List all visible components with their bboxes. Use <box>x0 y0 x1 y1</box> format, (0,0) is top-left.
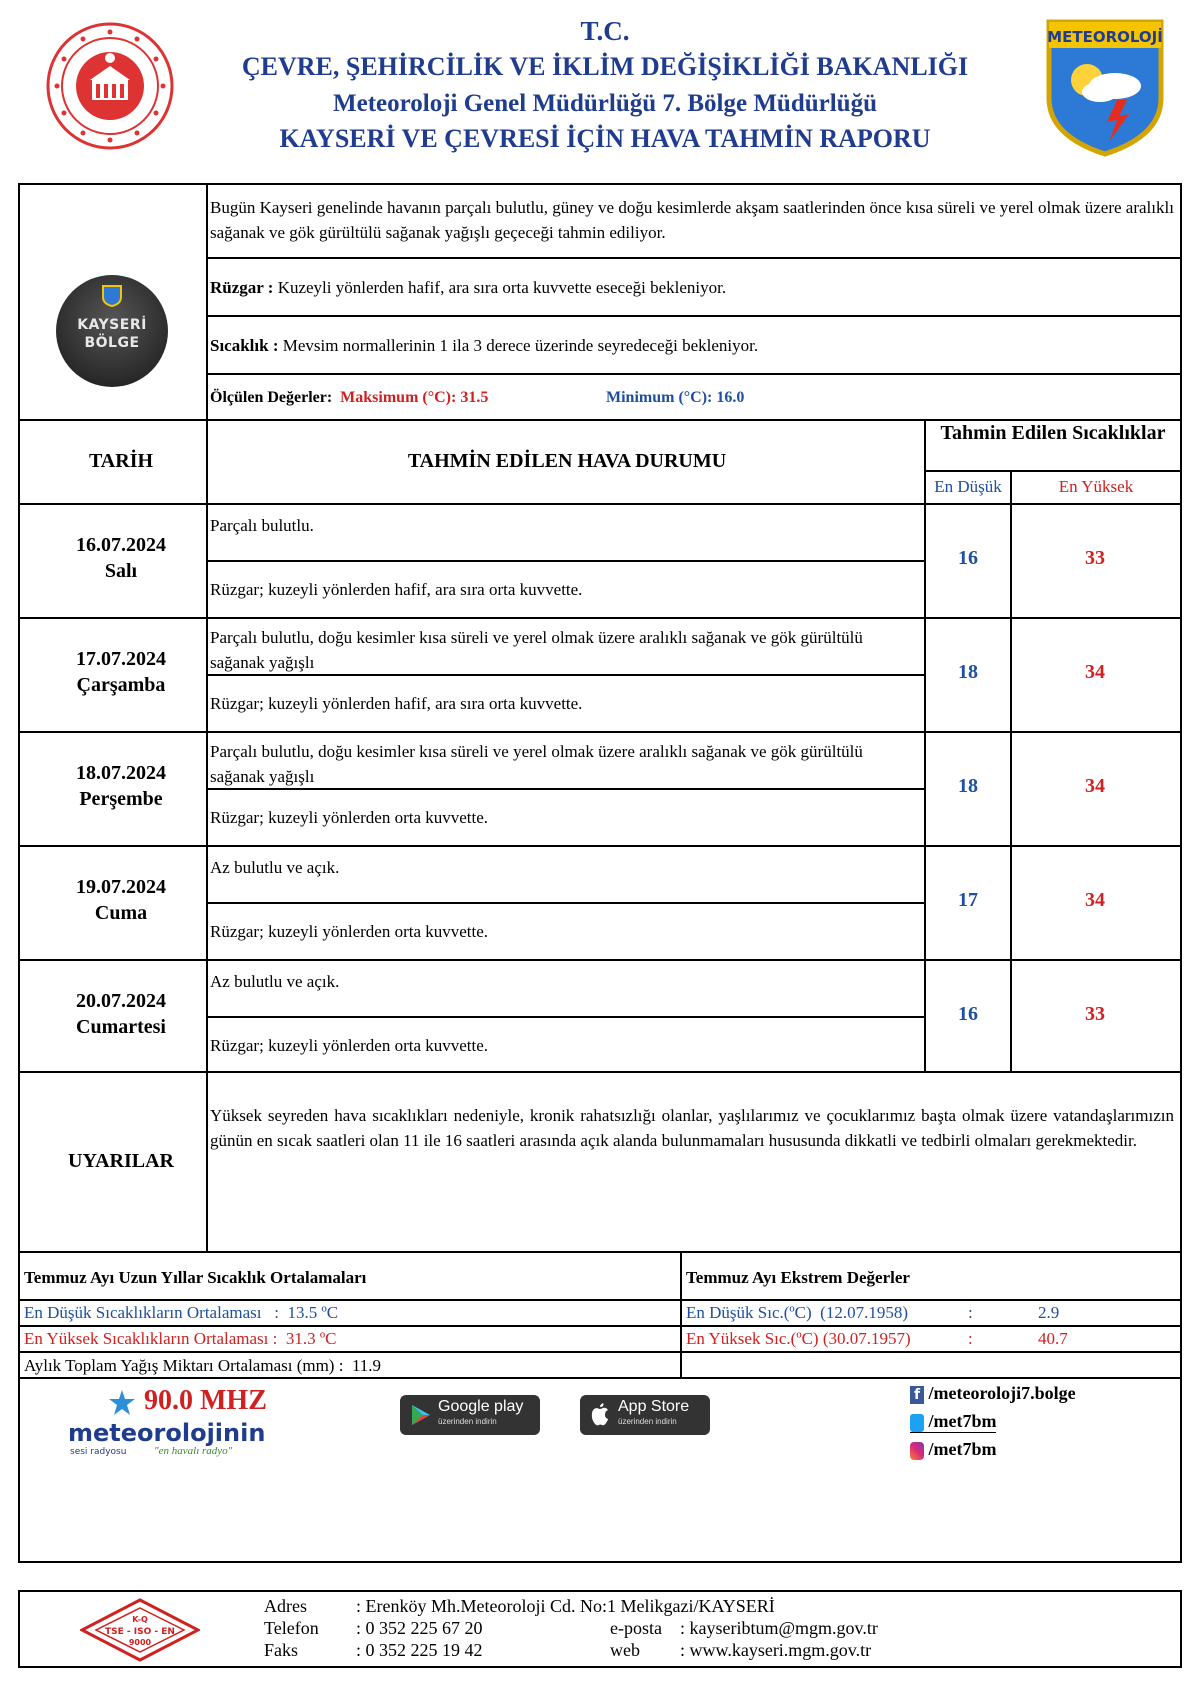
avg-rain: Aylık Toplam Yağış Miktarı Ortalaması (mm) : 11.9 <box>24 1356 382 1375</box>
row-wind: Rüzgar; kuzeyli yönlerden orta kuvvette. <box>210 922 489 941</box>
google-play-icon <box>410 1404 432 1426</box>
directorate-name: Meteoroloji Genel Müdürlüğü 7. Bölge Müdürlüğü <box>333 90 877 117</box>
row-weather: Az bulutlu ve açık. <box>210 972 340 991</box>
ministry-name: ÇEVRE, ŞEHİRCİLİK VE İKLİM DEĞİŞİKLİĞİ BAKANLIĞI <box>241 52 969 81</box>
svg-text:9000: 9000 <box>128 1638 152 1647</box>
extreme-high-value: 40.7 <box>1038 1329 1068 1348</box>
extreme-high-sep: : <box>968 1329 973 1348</box>
facebook-icon: f <box>910 1386 924 1404</box>
column-low: En Düşük <box>934 477 1002 496</box>
radio-name: meteorolojinin <box>68 1419 266 1447</box>
badge-line-2: BÖLGE <box>84 335 140 351</box>
measured-label: Ölçülen Değerler: <box>210 389 333 406</box>
google-play-label: Google play <box>438 1398 524 1415</box>
radio-logo <box>68 1383 308 1461</box>
radio-tagline: "en havalı radyo" <box>154 1445 233 1457</box>
radio-frequency: 90.0 MHZ <box>144 1385 267 1416</box>
instagram-handle: /met7bm <box>928 1439 997 1459</box>
web-value[interactable]: : www.kayseri.mgm.gov.tr <box>680 1640 872 1660</box>
row-date: 17.07.2024 <box>76 648 166 670</box>
warnings-text: Yüksek seyreden hava sıcaklıkları nedeniyle, kronik rahatsızlığı olanlar, yaşlılarımız ve çocuklarımız başta olmak üzere vatandaşlarımızın günün en sıcak saatleri olan 11 ile 16 saatleri arasında açık alanda bulunmamaları hususunda dikkatli ve tedbirli olmaları gerekmektedir. <box>210 1106 1174 1150</box>
row-high-temp: 34 <box>1085 889 1105 911</box>
app-store-sub: üzerinden indirin <box>618 1417 677 1426</box>
row-weather: Parçalı bulutlu. <box>210 516 314 535</box>
row-high-temp: 34 <box>1085 661 1105 683</box>
extreme-low-label: En Düşük Sıc.(ºC) (12.07.1958) <box>686 1303 909 1322</box>
fax-label: Faks <box>264 1640 299 1660</box>
temp-text: Mevsim normallerinin 1 ila 3 derece üzerinde seyredeceği bekleniyor. <box>282 336 759 355</box>
address-value: : Erenköy Mh.Meteoroloji Cd. No:1 Melikgazi/KAYSERİ <box>356 1596 775 1616</box>
svg-text:K-Q: K-Q <box>132 1615 148 1624</box>
tse-certificate-icon <box>80 1598 200 1662</box>
badge-line-1: KAYSERİ <box>77 317 147 333</box>
instagram-link[interactable] <box>910 1439 996 1460</box>
column-high: En Yüksek <box>1058 477 1134 496</box>
extreme-high-label: En Yüksek Sıc.(ºC) (30.07.1957) <box>686 1329 911 1348</box>
extreme-low-value: 2.9 <box>1038 1303 1060 1322</box>
radio-sub: sesi radyosu <box>70 1447 127 1457</box>
google-play-button[interactable] <box>400 1395 540 1435</box>
facebook-link[interactable] <box>910 1383 1076 1404</box>
avg-high: En Yüksek Sıcaklıkların Ortalaması : 31.3 ºC <box>24 1329 337 1348</box>
warnings-label: UYARILAR <box>68 1150 174 1172</box>
extreme-low-sep: : <box>968 1303 973 1322</box>
summary-temperature <box>210 333 1174 358</box>
fax-value: : 0 352 225 19 42 <box>356 1640 483 1660</box>
row-low-temp: 18 <box>958 775 978 797</box>
row-date: 16.07.2024 <box>76 534 166 556</box>
badge-shield-icon <box>102 285 122 307</box>
row-date: 18.07.2024 <box>76 762 166 784</box>
row-day: Cuma <box>94 902 148 924</box>
row-day: Perşembe <box>79 788 163 810</box>
row-weather: Parçalı bulutlu, doğu kesimler kısa süreli ve yerel olmak üzere aralıklı sağanak ve gök gürültülü sağanak yağışlı <box>210 742 863 786</box>
twitter-link[interactable] <box>910 1411 996 1433</box>
measured-max: Maksimum (°C): 31.5 <box>340 389 489 406</box>
report-title: KAYSERİ VE ÇEVRESİ İÇİN HAVA TAHMİN RAPORU <box>279 124 931 153</box>
row-wind: Rüzgar; kuzeyli yönlerden hafif, ara sıra orta kuvvette. <box>210 694 583 713</box>
row-low-temp: 17 <box>958 889 978 911</box>
row-low-temp: 16 <box>958 1003 978 1025</box>
meteoroloji-logo-icon <box>1045 18 1165 158</box>
wind-label: Rüzgar : <box>210 278 274 297</box>
column-forecast: TAHMİN EDİLEN HAVA DURUMU <box>407 450 727 472</box>
google-play-sub: üzerinden indirin <box>438 1417 497 1426</box>
forecast-report-table <box>18 183 1182 1563</box>
row-wind: Rüzgar; kuzeyli yönlerden orta kuvvette. <box>210 1036 489 1055</box>
star-icon <box>108 1389 136 1417</box>
app-store-label: App Store <box>618 1398 690 1415</box>
row-high-temp: 34 <box>1085 775 1105 797</box>
row-high-temp: 33 <box>1085 547 1105 569</box>
instagram-icon <box>910 1442 924 1460</box>
twitter-handle: /met7bm <box>928 1411 997 1431</box>
measured-values <box>210 385 1174 410</box>
row-low-temp: 16 <box>958 547 978 569</box>
row-date: 20.07.2024 <box>76 990 166 1012</box>
web-label: web <box>610 1640 640 1660</box>
row-weather: Parçalı bulutlu, doğu kesimler kısa süreli ve yerel olmak üzere aralıklı sağanak ve gök gürültülü sağanak yağışlı <box>210 628 863 672</box>
row-day: Cumartesi <box>76 1016 166 1038</box>
ministry-seal-icon <box>34 20 186 152</box>
row-wind: Rüzgar; kuzeyli yönlerden orta kuvvette. <box>210 808 489 827</box>
column-temps: Tahmin Edilen Sıcaklıklar <box>940 422 1166 444</box>
email-label: e-posta <box>610 1618 662 1638</box>
address-label: Adres <box>264 1596 307 1616</box>
temp-label: Sıcaklık : <box>210 336 279 355</box>
email-value[interactable]: : kayseribtum@mgm.gov.tr <box>680 1618 878 1638</box>
wind-text: Kuzeyli yönlerden hafif, ara sıra orta kuvvette eseceği bekleniyor. <box>277 278 727 297</box>
report-header <box>0 0 1200 175</box>
column-date: TARİH <box>88 450 154 472</box>
twitter-icon <box>910 1414 924 1432</box>
row-day: Salı <box>104 560 138 582</box>
row-date: 19.07.2024 <box>76 876 166 898</box>
contact-footer <box>18 1590 1182 1668</box>
measured-min: Minimum (°C): 16.0 <box>606 389 745 406</box>
app-store-button[interactable] <box>580 1395 710 1435</box>
facebook-handle: /meteoroloji7.bolge <box>928 1383 1076 1403</box>
summary-wind <box>210 275 1174 300</box>
phone-value: : 0 352 225 67 20 <box>356 1618 483 1638</box>
avg-low: En Düşük Sıcaklıkların Ortalaması : 13.5 ºC <box>24 1303 339 1322</box>
kayseri-bolge-badge <box>56 275 168 387</box>
row-low-temp: 18 <box>958 661 978 683</box>
summary-general: Bugün Kayseri genelinde havanın parçalı bulutlu, güney ve doğu kesimlerde akşam saatlerinden önce kısa süreli ve yerel olmak üzere aralıklı sağanak ve gök gürültülü sağanak yağışlı geçeceği tahmin ediliyor. <box>210 198 1174 242</box>
averages-title: Temmuz Ayı Uzun Yıllar Sıcaklık Ortalamaları <box>24 1268 367 1287</box>
extremes-title: Temmuz Ayı Ekstrem Değerler <box>686 1268 910 1287</box>
row-wind: Rüzgar; kuzeyli yönlerden hafif, ara sıra orta kuvvette. <box>210 580 583 599</box>
row-weather: Az bulutlu ve açık. <box>210 858 340 877</box>
phone-label: Telefon <box>264 1618 319 1638</box>
svg-text:TSE - ISO - EN: TSE - ISO - EN <box>105 1627 175 1637</box>
row-day: Çarşamba <box>76 674 166 696</box>
row-high-temp: 33 <box>1085 1003 1105 1025</box>
header-line-1: T.C. <box>580 16 630 46</box>
meteoroloji-logo-text: METEOROLOJİ <box>1047 28 1163 46</box>
apple-icon <box>590 1403 610 1427</box>
